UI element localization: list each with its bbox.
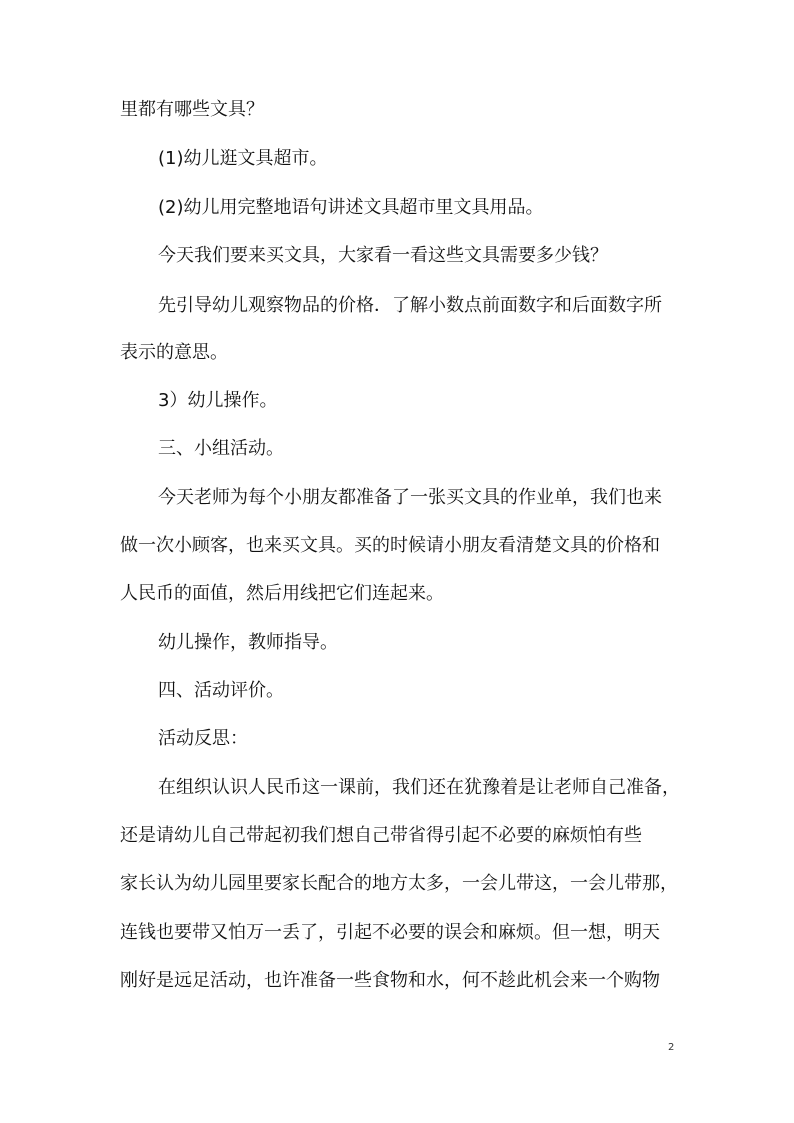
text-line-7: 3）幼儿操作。 xyxy=(158,390,278,411)
text-line-17: 家长认为幼儿园里要家长配合的地方太多，一会儿带这，一会儿带那， xyxy=(120,873,678,894)
text-line-1: 里都有哪些文具？ xyxy=(120,99,264,120)
text-line-10: 做一次小顾客，也来买文具。买的时候请小朋友看清楚文具的价格和 xyxy=(120,535,660,556)
text-line-5: 先引导幼儿观察物品的价格．了解小数点前面数字和后面数字所 xyxy=(158,295,662,316)
text-line-2: (1)幼儿逛文具超市。 xyxy=(158,148,328,169)
text-line-14: 活动反思： xyxy=(158,728,248,749)
text-line-12: 幼儿操作，教师指导。 xyxy=(158,632,338,653)
text-line-16: 还是请幼儿自己带起初我们想自己带省得引起不必要的麻烦怕有些 xyxy=(120,825,642,846)
text-line-18: 连钱也要带又怕万一丢了，引起不必要的误会和麻烦。但一想，明天 xyxy=(120,922,660,943)
page-number: 2 xyxy=(668,1042,675,1053)
text-line-6: 表示的意思。 xyxy=(120,342,228,363)
text-line-4: 今天我们要来买文具，大家看一看这些文具需要多少钱？ xyxy=(158,245,608,266)
text-line-15: 在组织认识人民币这一课前，我们还在犹豫着是让老师自己准备， xyxy=(158,777,680,798)
text-line-9: 今天老师为每个小朋友都准备了一张买文具的作业单，我们也来 xyxy=(158,487,662,508)
text-line-3: (2)幼儿用完整地语句讲述文具超市里文具用品。 xyxy=(158,197,544,218)
text-line-13: 四、活动评价。 xyxy=(158,680,284,701)
text-line-19: 刚好是远足活动，也许准备一些食物和水，何不趁此机会来一个购物 xyxy=(120,970,660,991)
text-line-11: 人民币的面值，然后用线把它们连起来。 xyxy=(120,583,444,604)
text-line-8: 三、小组活动。 xyxy=(158,438,284,459)
